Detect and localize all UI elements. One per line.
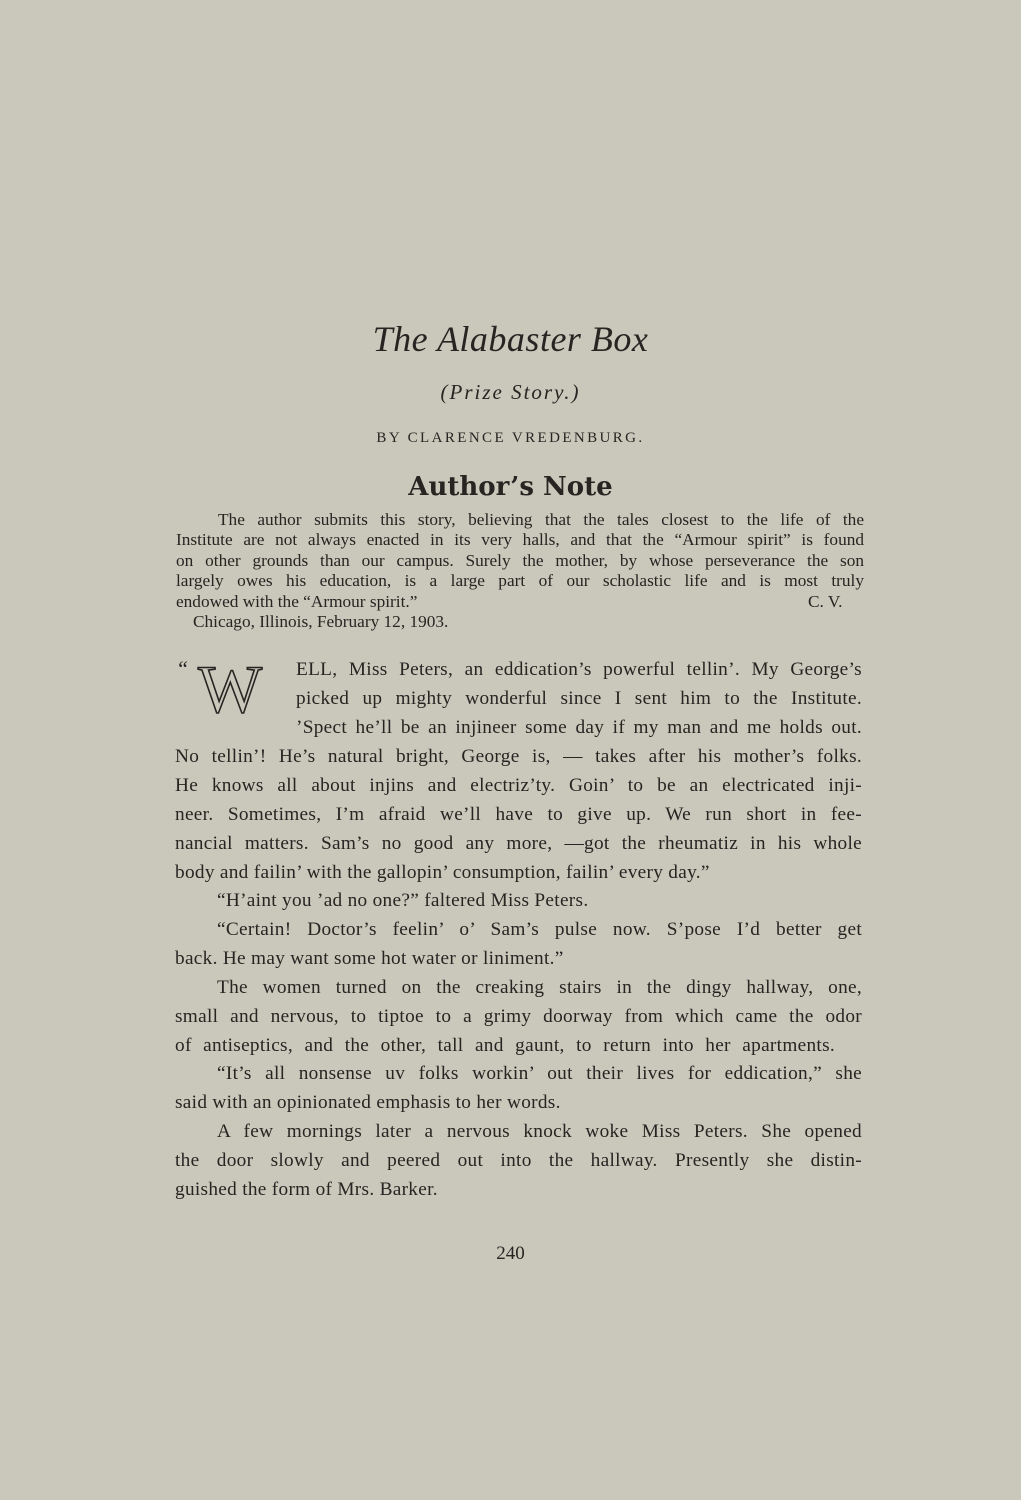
story-line: A few mornings later a nervous knock woke Miss Peters. She opened bbox=[217, 1121, 862, 1142]
story-line: ELL, Miss Peters, an eddication’s powerful tellin’. My George’s bbox=[296, 659, 862, 680]
story-line: No tellin’! He’s natural bright, George is, — takes after his mother’s folks. bbox=[175, 746, 862, 767]
svg-text:“: “ bbox=[176, 656, 189, 681]
story-line: “It’s all nonsense uv folks workin’ out their lives for eddication,” she bbox=[217, 1063, 862, 1084]
story-line: “H’aint you ’ad no one?” faltered Miss Peters. bbox=[217, 890, 589, 911]
byline: BY CLARENCE VREDENBURG. bbox=[376, 430, 645, 446]
story-line: “Certain! Doctor’s feelin’ o’ Sam’s pulse now. S’pose I’d better get bbox=[217, 919, 862, 940]
note-heading: Author’s Note bbox=[408, 472, 613, 502]
note-line: endowed with the “Armour spirit.” bbox=[176, 592, 418, 611]
note-line: Institute are not always enacted in its very halls, and that the “Armour spirit” is found bbox=[176, 530, 864, 549]
story-line: guished the form of Mrs. Barker. bbox=[175, 1179, 438, 1200]
story-line: of antiseptics, and the other, tall and gaunt, to return into her apartments. bbox=[175, 1035, 835, 1056]
story-line: picked up mighty wonderful since I sent him to the Institute. bbox=[296, 688, 862, 709]
story-line: said with an opinionated emphasis to her words. bbox=[175, 1092, 561, 1113]
svg-text:W: W bbox=[198, 656, 263, 718]
story-line: small and nervous, to tiptoe to a grimy doorway from which came the odor bbox=[175, 1006, 862, 1027]
note-line: Chicago, Illinois, February 12, 1903. bbox=[193, 612, 449, 631]
note-signature: C. V. bbox=[808, 592, 843, 611]
story-line: back. He may want some hot water or liniment.” bbox=[175, 948, 564, 969]
story-line: nancial matters. Sam’s no good any more, —got the rheumatiz in his whole bbox=[175, 833, 862, 854]
story-line: neer. Sometimes, I’m afraid we’ll have to give up. We run short in fee- bbox=[175, 804, 862, 825]
story-line: He knows all about injins and electriz’ty. Goin’ to be an electricated inji- bbox=[175, 775, 862, 796]
note-line: largely owes his education, is a large part of our scholastic life and is most truly bbox=[176, 571, 864, 590]
drop-cap-w-icon bbox=[176, 656, 294, 718]
story-line: body and failin’ with the gallopin’ consumption, failin’ every day.” bbox=[175, 862, 710, 883]
story-line: the door slowly and peered out into the hallway. Presently she distin- bbox=[175, 1150, 862, 1171]
story-line: The women turned on the creaking stairs in the dingy hallway, one, bbox=[217, 977, 862, 998]
note-line: The author submits this story, believing that the tales closest to the life of the bbox=[218, 510, 864, 529]
drop-cap bbox=[176, 656, 294, 718]
note-line: on other grounds than our campus. Surely the mother, by whose perseverance the son bbox=[176, 551, 864, 570]
story-line: ’Spect he’ll be an injineer some day if my man and me holds out. bbox=[296, 717, 862, 738]
story-title: The Alabaster Box bbox=[372, 319, 649, 359]
story-subtitle: (Prize Story.) bbox=[440, 380, 581, 404]
page-number: 240 bbox=[496, 1243, 525, 1264]
